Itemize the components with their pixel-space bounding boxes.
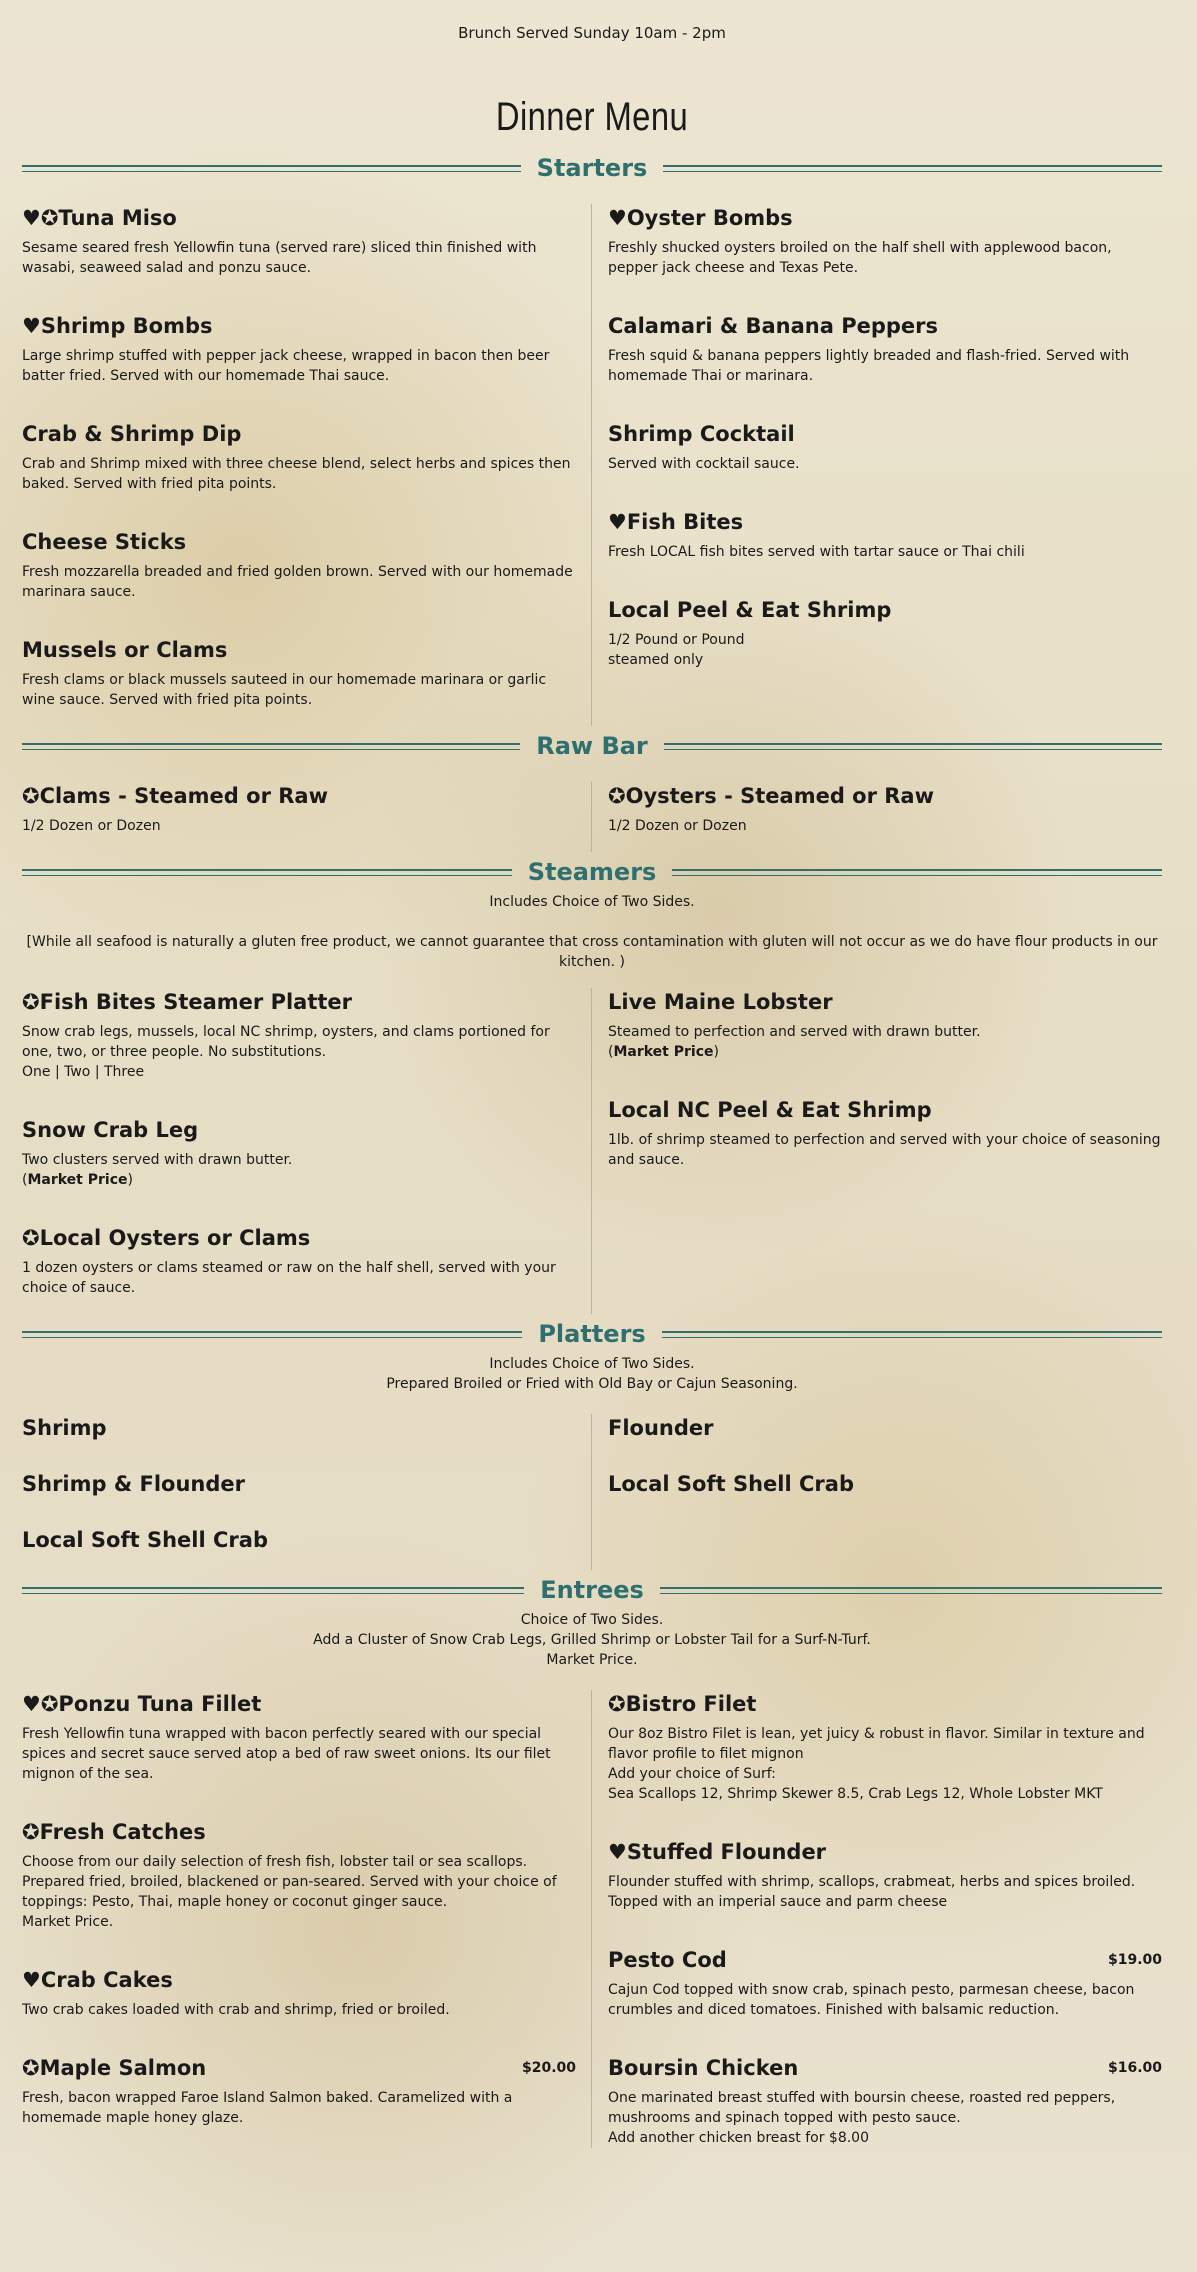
menu-item: Crab & Shrimp Dip Crab and Shrimp mixed with three cheese blend, select herbs and spices then baked. Served with fried pita points. [22,422,571,492]
menu-item: Calamari & Banana Peppers Fresh squid & banana peppers lightly breaded and flash-fried. Served with homemade Thai or marinara. [608,314,1130,384]
section-title-starters: Starters [536,154,648,182]
menu-item: Shrimp Cocktail Served with cocktail sauce. [608,422,800,472]
section-title-steamers: Steamers [527,858,657,886]
menu-item: ♥Oyster Bombs Freshly shucked oysters broiled on the half shell with applewood bacon, pepper jack cheese and Texas Pete. [608,206,1112,276]
platters-columns [22,1414,1162,1570]
entrees-note-market-price: Market Price. [546,1652,638,1668]
menu-item: ♥Crab Cakes Two crab cakes loaded with crab and shrimp, fried or broiled. [22,1968,450,2018]
brunch-hours: Brunch Served Sunday 10am - 2pm [458,24,726,42]
menu-item: ♥Shrimp Bombs Large shrimp stuffed with pepper jack cheese, wrapped in bacon then beer batter fried. Served with our homemade Thai sauce. [22,314,550,384]
menu-item: ♥✪Ponzu Tuna Fillet Fresh Yellowfin tuna wrapped with bacon perfectly seared with our special spices and secret sauce served atop a bed of raw sweet onions. Its our filet mignon of the sea. [22,1692,551,1782]
menu-item: Shrimp [22,1416,107,1440]
page-title: Dinner Menu [495,95,689,139]
menu-item: ✪Fish Bites Steamer Platter Snow crab legs, mussels, local NC shrimp, oysters, and clams portioned for one, two, or three people. No substitutions. One | Two | Three [22,990,550,1080]
menu-item: ✪Oysters - Steamed or Raw 1/2 Dozen or Dozen [608,784,934,834]
menu-item: ✪Fresh Catches Choose from our daily selection of fresh fish, lobster tail or sea scallops. Prepared fried, broiled, blackened or pan-seared. Served with your choice of toppings: Pesto, Thai, maple honey or coconut ginger sauce. Market Price. [22,1820,557,1930]
menu-item: ✪Bistro Filet Our 8oz Bistro Filet is lean, yet juicy & robust in flavor. Similar in texture and flavor profile to filet mignon Add your choice of Surf: Sea Scallops 12, Shrimp Skewer 8.5, Crab Legs 12, Whole Lobster MKT [608,1692,1145,1802]
item-price: $19.00 [1107,1952,1162,1968]
platters-note-seasoning: Prepared Broiled or Fried with Old Bay or Cajun Seasoning. [386,1376,798,1392]
section-header-entrees [22,1570,1162,1610]
gluten-disclaimer: [While all seafood is naturally a gluten free product, we cannot guarantee that cross contamination with gluten will not occur as we do have flour products in our kitchen. ) [26,934,1158,970]
section-title-platters: Platters [538,1320,646,1348]
menu-item: Pesto Cod $19.00 Cajun Cod topped with snow crab, spinach pesto, parmesan cheese, bacon crumbles and diced tomatoes. Finished with balsamic reduction. [608,1948,1162,2018]
menu-item: ♥Stuffed Flounder Flounder stuffed with shrimp, scallops, crabmeat, herbs and spices broiled. Topped with an imperial sauce and parm cheese [608,1840,1136,1910]
menu-item: ✪Maple Salmon $20.00 Fresh, bacon wrapped Faroe Island Salmon baked. Caramelized with a homemade maple honey glaze. [22,2056,576,2126]
section-header-steamers [22,852,1162,892]
item-price: $20.00 [521,2060,576,2076]
menu-item: ♥✪Tuna Miso Sesame seared fresh Yellowfin tuna (served rare) sliced thin finished with wasabi, seaweed salad and ponzu sauce. [22,206,537,276]
menu-item: Local Peel & Eat Shrimp 1/2 Pound or Pound steamed only [608,598,892,668]
menu-item: Mussels or Clams Fresh clams or black mussels sauteed in our homemade marinara or garlic wine sauce. Served with fried pita points. [22,638,547,708]
section-header-starters [22,148,1162,188]
menu-item: Cheese Sticks Fresh mozzarella breaded and fried golden brown. Served with our homemade marinara sauce. [22,530,573,600]
raw-bar-columns [22,782,1162,852]
menu-item: Boursin Chicken $16.00 One marinated breast stuffed with boursin cheese, roasted red peppers, mushrooms and spinach topped with pesto sauce. Add another chicken breast for $8.00 [608,2056,1162,2146]
section-title-entrees: Entrees [540,1576,644,1604]
menu-item: Snow Crab Leg Two clusters served with drawn butter. (Market Price) [22,1118,293,1188]
entrees-columns [22,1690,1162,2148]
starters-columns [22,204,1162,726]
menu-item: Flounder [608,1416,714,1440]
menu-item: ✪Clams - Steamed or Raw 1/2 Dozen or Dozen [22,784,328,834]
menu-item: Local Soft Shell Crab [22,1528,268,1552]
section-title-raw-bar: Raw Bar [536,732,648,760]
entrees-note-sides: Choice of Two Sides. [520,1612,664,1628]
steamers-note: Includes Choice of Two Sides. [489,894,695,910]
steamers-columns [22,988,1162,1314]
menu-item: Local NC Peel & Eat Shrimp 1lb. of shrimp steamed to perfection and served with your choice of seasoning and sauce. [608,1098,1161,1168]
menu-item: Local Soft Shell Crab [608,1472,854,1496]
platters-note-sides: Includes Choice of Two Sides. [489,1356,695,1372]
menu-item: Live Maine Lobster Steamed to perfection and served with drawn butter. (Market Price) [608,990,981,1060]
entrees-note-surf-n-turf: Add a Cluster of Snow Crab Legs, Grilled Shrimp or Lobster Tail for a Surf-N-Turf. [313,1632,871,1648]
menu-item: ✪Local Oysters or Clams 1 dozen oysters or clams steamed or raw on the half shell, served with your choice of sauce. [22,1226,556,1296]
item-price: $16.00 [1107,2060,1162,2076]
menu-page [22,0,1162,2148]
menu-item: Shrimp & Flounder [22,1472,245,1496]
section-header-platters [22,1314,1162,1354]
section-header-raw-bar [22,726,1162,766]
menu-item: ♥Fish Bites Fresh LOCAL fish bites served with tartar sauce or Thai chili [608,510,1025,560]
